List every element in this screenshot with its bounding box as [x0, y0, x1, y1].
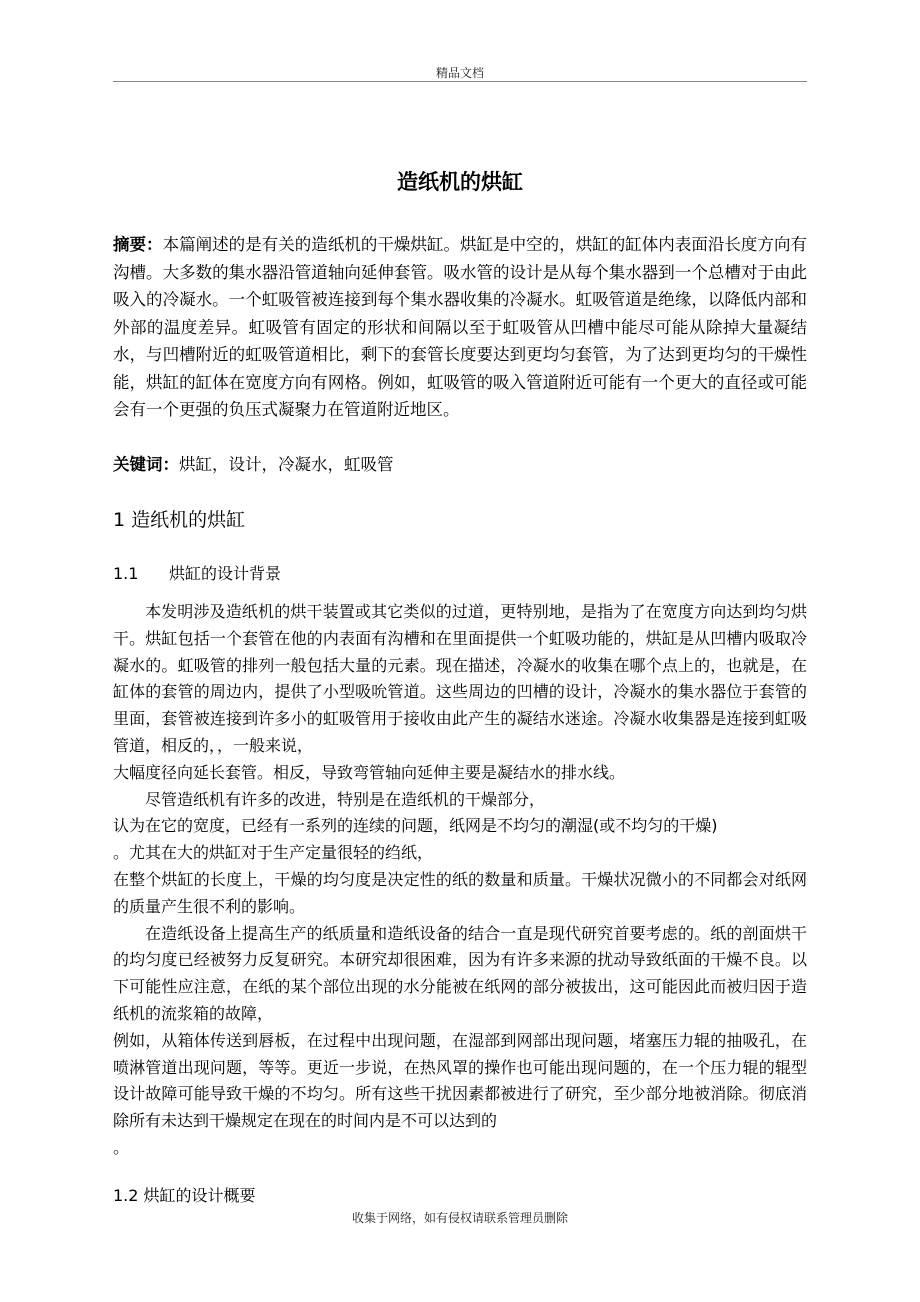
- paragraph: 例如，从箱体传送到唇板，在过程中出现问题，在湿部到网部出现问题，堵塞压力辊的抽吸孔，在喷淋管道出现问题，等等。更近一步说，在热风罩的操作也可能出现问题的，在一个压力辊的辊型设计故障可能导致干燥的不均匀。所有这些干扰因素都被进行了研究，至少部分地被消除。彻底消除所有未达到干燥规定在现在的时间内是不可以达到的: [113, 1030, 807, 1131]
- keywords-text: 烘缸，设计，冷凝水，虹吸管: [179, 455, 394, 474]
- paragraph: 尽管造纸机有许多的改进，特别是在造纸机的干燥部分，: [145, 789, 546, 809]
- paragraph: 。: [113, 1137, 130, 1157]
- paragraph: 本发明涉及造纸机的烘干装置或其它类似的过道，更特别地，是指为了在宽度方向达到均匀烘干。烘缸包括一个套管在他的内表面有沟槽和在里面提供一个虹吸功能的，烘缸是从凹槽内吸取冷凝水的。虹吸管的排列一般包括大量的元素。现在描述，冷凝水的收集在哪个点上的，也就是，在缸体的套管的周边内，提供了小型吸吮管道。这些周边的凹槽的设计，冷凝水的集水器位于套管的里面，套管被连接到许多小的虹吸管用于接收由此产生的凝结水迷途。冷凝水收集器是连接到虹吸管道，相反的，，一般来说，: [113, 602, 807, 755]
- keywords-label: 关键词：: [113, 455, 179, 474]
- abstract-text: 本篇阐述的是有关的造纸机的干燥烘缸。烘缸是中空的，烘缸的缸体内表面沿长度方向有沟槽。大多数的集水器沿管道轴向延伸套管。吸水管的设计是从每个集水器到一个总槽对于由此吸入的冷凝水。一个虹吸管被连接到每个集水器收集的冷凝水。虹吸管道是绝缘，以降低内部和外部的温度差异。虹吸管有固定的形状和间隔以至于虹吸管从凹槽中能尽可能从除掉大量凝结水，与凹槽附近的虹吸管道相比，剩下的套管长度要达到更均匀套管，为了达到更均匀的干燥性能，烘缸的缸体在宽度方向有网格。例如，虹吸管的吸入管道附近可能有一个更大的直径或可能会有一个更强的负压式凝聚力在管道附近地区。: [113, 235, 808, 419]
- paragraph: 认为在它的宽度，已经有一系列的连续的问题，纸网是不均匀的潮湿(或不均匀的干燥): [113, 816, 718, 836]
- body-text: [113, 599, 807, 1162]
- page-footer: 收集于网络，如有侵权请联系管理员删除: [351, 1211, 568, 1225]
- paragraph: 在整个烘缸的长度上，干燥的均匀度是决定性的纸的数量和质量。干燥状况微小的不同都会对纸网的质量产生很不利的影响。: [113, 869, 807, 916]
- page-header: 精品文档: [435, 66, 484, 80]
- section-heading-1-2: 1.2 烘缸的设计概要: [113, 1186, 256, 1205]
- section-title-1-1: 烘缸的设计背景: [169, 564, 282, 583]
- abstract-label: 摘要：: [113, 235, 163, 254]
- header-rule: [113, 81, 807, 82]
- paragraph: 在造纸设备上提高生产的纸质量和造纸设备的结合一直是现代研究首要考虑的。纸的剖面烘干的均匀度已经被努力反复研究。本研究却很困难，因为有许多来源的扰动导致纸面的干燥不良。以下可能性应注意，在纸的某个部位出现的水分能被在纸网的部分被拔出，这可能因此而被归因于造纸机的流浆箱的故障，: [113, 923, 807, 1023]
- keywords: [113, 451, 807, 478]
- section-heading-1-1: [113, 561, 281, 584]
- paragraph: 大幅度径向延长套管。相反，导致弯管轴向延伸主要是凝结水的排水线。: [113, 762, 626, 782]
- paragraph: 。尤其在大的烘缸对于生产定量很轻的绉纸，: [113, 843, 434, 863]
- document-title: 造纸机的烘缸: [397, 170, 523, 194]
- section-number-1-1: 1.1: [113, 564, 139, 583]
- abstract: [113, 231, 807, 424]
- section-heading-1: 1 造纸机的烘缸: [113, 509, 246, 531]
